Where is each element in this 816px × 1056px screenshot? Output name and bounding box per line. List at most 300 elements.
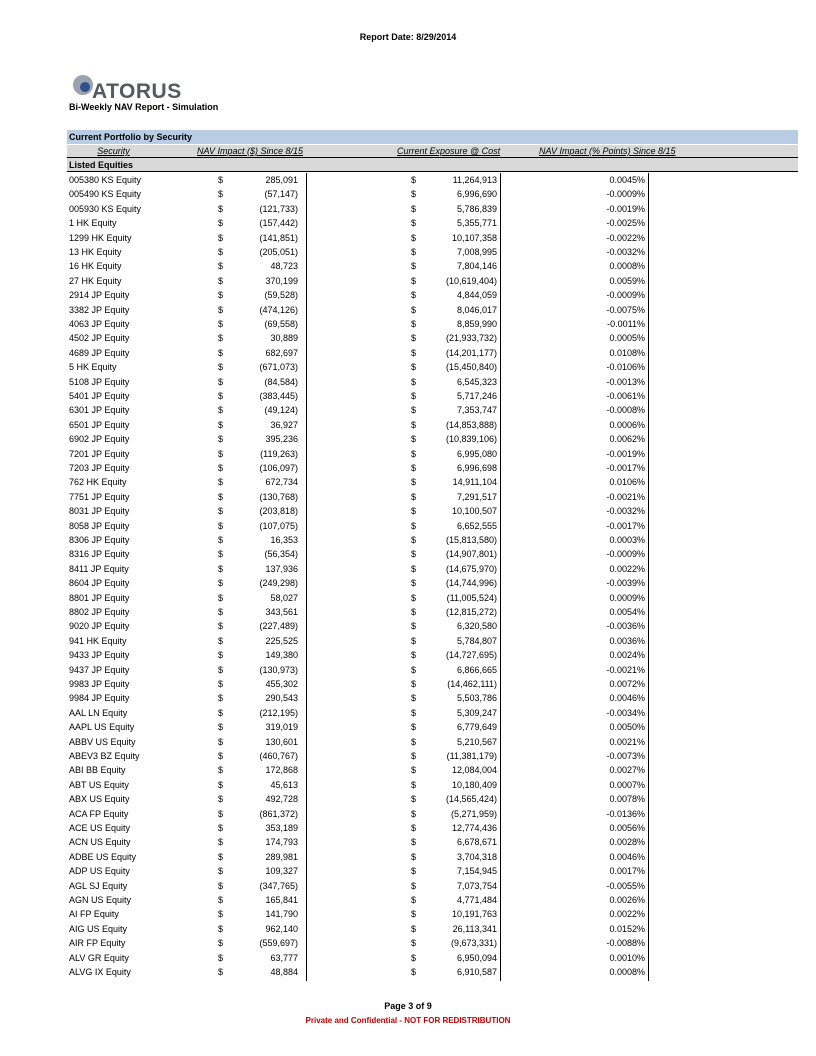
nav-impact-value: (141,851) [259, 232, 298, 243]
nav-impact-value: 225,525 [265, 635, 298, 646]
table-row [0, 677, 816, 691]
table-row [0, 360, 816, 374]
currency-symbol: $ [411, 549, 417, 560]
nav-pct-value: -0.0061% [606, 391, 645, 401]
nav-impact-value: (203,818) [259, 506, 298, 517]
currency-symbol: $ [411, 765, 417, 776]
nav-pct-value: 0.0046% [609, 851, 645, 862]
nav-pct-value: 0.0024% [609, 650, 645, 661]
security-name: ACN US Equity [69, 837, 131, 848]
nav-pct-value: 0.0010% [609, 952, 645, 963]
nav-pct-value: -0.0022% [606, 232, 645, 243]
nav-pct-value: 0.0036% [609, 635, 645, 646]
currency-symbol: $ [218, 261, 224, 272]
currency-symbol: $ [411, 679, 417, 689]
nav-pct-value: -0.0075% [606, 304, 645, 315]
security-name: 9983 JP Equity [69, 679, 130, 689]
currency-symbol: $ [218, 779, 224, 790]
exposure-value: (14,565,424) [445, 794, 497, 805]
nav-pct-value: -0.0025% [606, 218, 645, 229]
currency-symbol: $ [218, 823, 224, 833]
currency-symbol: $ [411, 823, 417, 833]
exposure-value: (14,727,695) [445, 650, 497, 661]
nav-impact-value: 45,613 [270, 779, 298, 790]
nav-pct-value: 0.0007% [609, 779, 645, 790]
security-name: 8604 JP Equity [69, 578, 130, 589]
currency-symbol: $ [411, 434, 417, 445]
nav-impact-value: 137,936 [265, 563, 298, 574]
security-name: 4689 JP Equity [69, 347, 130, 358]
currency-symbol: $ [411, 736, 417, 747]
nav-impact-value: (130,973) [259, 664, 298, 675]
nav-pct-value: 0.0045% [609, 175, 645, 185]
currency-symbol: $ [218, 175, 224, 185]
currency-symbol: $ [218, 405, 224, 416]
currency-symbol: $ [218, 535, 224, 545]
nav-impact-value: (59,528) [264, 290, 298, 301]
col-header-nav-impact: NAV Impact ($) Since 8/15 [197, 146, 304, 156]
security-name: ABT US Equity [69, 779, 129, 790]
exposure-value: 5,784,807 [456, 635, 497, 646]
column-divider [500, 173, 501, 981]
currency-symbol: $ [411, 491, 417, 502]
table-row [0, 187, 816, 201]
currency-symbol: $ [411, 938, 417, 949]
nav-pct-value: 0.0008% [609, 261, 645, 272]
currency-symbol: $ [218, 347, 224, 358]
currency-symbol: $ [218, 232, 224, 243]
currency-symbol: $ [218, 549, 224, 560]
exposure-value: (14,462,111) [447, 679, 497, 689]
table-row [0, 879, 816, 893]
nav-pct-value: 0.0003% [609, 535, 645, 545]
currency-symbol: $ [218, 794, 224, 805]
nav-pct-value: 0.0009% [609, 592, 645, 603]
nav-impact-value: 63,777 [270, 952, 298, 963]
nav-pct-value: -0.0019% [606, 203, 645, 214]
nav-pct-value: -0.0009% [606, 189, 645, 200]
currency-symbol: $ [411, 405, 417, 416]
security-name: 4063 JP Equity [69, 319, 130, 329]
currency-symbol: $ [411, 319, 417, 329]
currency-symbol: $ [218, 837, 224, 848]
exposure-value: 6,910,587 [456, 967, 497, 977]
security-name: ABBV US Equity [69, 736, 136, 747]
exposure-value: 8,046,017 [456, 304, 497, 315]
exposure-value: (14,907,801) [445, 549, 497, 560]
currency-symbol: $ [218, 203, 224, 214]
currency-symbol: $ [411, 175, 417, 185]
security-name: ACA FP Equity [69, 808, 129, 819]
table-row [0, 346, 816, 360]
nav-impact-value: 30,889 [270, 333, 298, 344]
table-row [0, 735, 816, 749]
table-row [0, 375, 816, 389]
nav-impact-value: 395,236 [265, 434, 298, 445]
table-row [0, 173, 816, 187]
exposure-value: 5,309,247 [456, 707, 497, 718]
currency-symbol: $ [411, 362, 417, 373]
nav-pct-value: 0.0072% [609, 679, 645, 689]
security-name: 8802 JP Equity [69, 607, 130, 617]
currency-symbol: $ [218, 923, 224, 934]
nav-impact-value: 165,841 [265, 895, 298, 905]
currency-symbol: $ [411, 707, 417, 718]
nav-pct-value: -0.0032% [606, 506, 645, 517]
nav-impact-value: (671,073) [259, 362, 298, 373]
security-name: 16 HK Equity [69, 261, 122, 272]
security-name: 1 HK Equity [69, 218, 117, 229]
exposure-value: (14,744,996) [445, 578, 497, 589]
table-row [0, 821, 816, 835]
exposure-value: 7,008,995 [456, 247, 497, 257]
col-header-exposure: Current Exposure @ Cost [397, 146, 501, 156]
security-name: AI FP Equity [69, 909, 119, 920]
currency-symbol: $ [411, 751, 417, 761]
nav-pct-value: 0.0022% [609, 563, 645, 574]
exposure-value: (10,839,106) [445, 434, 497, 445]
nav-impact-value: (460,767) [259, 751, 298, 761]
currency-symbol: $ [218, 707, 224, 718]
nav-impact-value: 58,027 [270, 592, 298, 603]
nav-impact-value: (227,489) [259, 621, 298, 632]
security-name: 8031 JP Equity [69, 506, 130, 517]
exposure-value: (14,675,970) [445, 563, 497, 574]
nav-impact-value: 343,561 [265, 607, 298, 617]
nav-impact-value: (861,372) [259, 808, 298, 819]
currency-symbol: $ [218, 592, 224, 603]
security-name: ADBE US Equity [69, 851, 137, 862]
currency-symbol: $ [411, 391, 417, 401]
currency-symbol: $ [218, 765, 224, 776]
currency-symbol: $ [411, 607, 417, 617]
nav-impact-value: (474,126) [259, 304, 298, 315]
security-name: AAPL US Equity [69, 722, 135, 733]
table-row [0, 634, 816, 648]
nav-impact-value: (205,051) [259, 247, 298, 257]
security-name: ALV GR Equity [69, 952, 129, 963]
nav-impact-value: 672,734 [265, 477, 298, 488]
currency-symbol: $ [411, 621, 417, 632]
nav-impact-value: 48,884 [270, 967, 298, 977]
currency-symbol: $ [218, 693, 224, 704]
exposure-value: 3,704,318 [456, 851, 497, 862]
currency-symbol: $ [218, 189, 224, 200]
nav-impact-value: 289,981 [265, 851, 298, 862]
security-name: 762 HK Equity [69, 477, 127, 488]
exposure-value: 10,191,763 [451, 909, 497, 920]
nav-impact-value: (157,442) [259, 218, 298, 229]
table-row [0, 691, 816, 705]
security-name: 8058 JP Equity [69, 520, 130, 531]
nav-impact-value: (559,697) [259, 938, 298, 949]
nav-pct-value: -0.0017% [606, 520, 645, 531]
nav-pct-value: -0.0009% [606, 549, 645, 560]
nav-impact-value: (107,075) [259, 520, 298, 531]
exposure-value: (15,450,840) [445, 362, 497, 373]
group-header: Listed Equities [67, 158, 798, 172]
exposure-value: 5,503,786 [456, 693, 497, 704]
nav-impact-value: 319,019 [265, 722, 298, 733]
currency-symbol: $ [411, 578, 417, 589]
security-name: AIR FP Equity [69, 938, 126, 949]
nav-pct-value: -0.0019% [606, 448, 645, 459]
security-name: 5108 JP Equity [69, 376, 130, 387]
table-row [0, 331, 816, 345]
table-row [0, 850, 816, 864]
currency-symbol: $ [411, 664, 417, 675]
nav-pct-value: -0.0136% [606, 808, 645, 819]
table-row [0, 418, 816, 432]
currency-symbol: $ [218, 391, 224, 401]
exposure-value: (11,005,524) [446, 592, 497, 603]
currency-symbol: $ [218, 751, 224, 761]
exposure-value: (9,673,331) [450, 938, 497, 949]
nav-impact-value: (212,195) [259, 707, 298, 718]
currency-symbol: $ [411, 203, 417, 214]
currency-symbol: $ [411, 808, 417, 819]
security-name: 5 HK Equity [69, 362, 117, 373]
currency-symbol: $ [411, 880, 417, 891]
nav-impact-value: 174,793 [265, 837, 298, 848]
security-name: ABI BB Equity [69, 765, 126, 776]
nav-pct-value: 0.0006% [609, 419, 645, 430]
nav-pct-value: 0.0021% [609, 736, 645, 747]
nav-impact-value: 290,543 [265, 693, 298, 704]
nav-impact-value: 353,189 [265, 823, 298, 833]
currency-symbol: $ [218, 967, 224, 977]
table-row [0, 562, 816, 576]
table-row [0, 259, 816, 273]
nav-pct-value: 0.0022% [609, 909, 645, 920]
currency-symbol: $ [411, 592, 417, 603]
security-name: 2914 JP Equity [69, 290, 130, 301]
currency-symbol: $ [218, 851, 224, 862]
security-name: ACE US Equity [69, 823, 131, 833]
table-row [0, 720, 816, 734]
nav-pct-value: 0.0108% [609, 347, 645, 358]
table-row [0, 663, 816, 677]
nav-pct-value: 0.0017% [609, 866, 645, 877]
currency-symbol: $ [411, 794, 417, 805]
nav-pct-value: 0.0062% [609, 434, 645, 445]
currency-symbol: $ [411, 895, 417, 905]
currency-symbol: $ [411, 290, 417, 301]
nav-pct-value: -0.0032% [606, 247, 645, 257]
nav-pct-value: 0.0046% [609, 693, 645, 704]
nav-impact-value: (69,558) [264, 319, 298, 329]
table-row [0, 965, 816, 979]
security-name: 7751 JP Equity [69, 491, 130, 502]
currency-symbol: $ [218, 650, 224, 661]
security-name: 9437 JP Equity [69, 664, 130, 675]
currency-symbol: $ [411, 275, 417, 286]
currency-symbol: $ [411, 563, 417, 574]
security-name: 7201 JP Equity [69, 448, 130, 459]
exposure-value: 4,771,484 [456, 895, 497, 905]
exposure-value: (15,813,580) [445, 535, 497, 545]
nav-impact-value: 172,868 [265, 765, 298, 776]
exposure-value: 10,107,358 [451, 232, 497, 243]
page-number: Page 3 of 9 [384, 1001, 432, 1011]
table-row [0, 274, 816, 288]
currency-symbol: $ [411, 506, 417, 517]
security-name: 941 HK Equity [69, 635, 127, 646]
security-name: 005930 KS Equity [69, 203, 142, 214]
company-logo [72, 74, 192, 104]
security-name: 6501 JP Equity [69, 419, 130, 430]
security-name: 8801 JP Equity [69, 592, 130, 603]
table-row [0, 245, 816, 259]
logo-mark-icon [72, 74, 94, 96]
nav-impact-value: 109,327 [265, 866, 298, 877]
table-row [0, 835, 816, 849]
nav-pct-value: -0.0039% [606, 578, 645, 589]
currency-symbol: $ [411, 261, 417, 272]
security-name: AAL LN Equity [69, 707, 128, 718]
exposure-value: 6,779,649 [456, 722, 497, 733]
security-name: 4502 JP Equity [69, 333, 130, 344]
currency-symbol: $ [218, 319, 224, 329]
col-header-security: Security [97, 146, 130, 156]
currency-symbol: $ [411, 909, 417, 920]
exposure-value: 8,859,990 [456, 319, 497, 329]
currency-symbol: $ [218, 664, 224, 675]
security-name: 13 HK Equity [69, 247, 122, 257]
nav-pct-value: 0.0059% [609, 275, 645, 286]
table-row [0, 475, 816, 489]
exposure-value: 10,100,507 [451, 506, 497, 517]
nav-pct-value: -0.0055% [606, 880, 645, 891]
table-row [0, 792, 816, 806]
currency-symbol: $ [411, 520, 417, 531]
nav-impact-value: 455,302 [265, 679, 298, 689]
exposure-value: 4,844,059 [456, 290, 497, 301]
currency-symbol: $ [218, 938, 224, 949]
currency-symbol: $ [411, 463, 417, 473]
exposure-value: 6,320,580 [456, 621, 497, 632]
security-name: ABX US Equity [69, 794, 130, 805]
currency-symbol: $ [411, 247, 417, 257]
exposure-value: 5,210,567 [456, 736, 497, 747]
currency-symbol: $ [411, 477, 417, 488]
nav-impact-value: (119,263) [260, 448, 298, 459]
nav-pct-value: -0.0021% [606, 491, 645, 502]
table-row [0, 864, 816, 878]
table-row [0, 591, 816, 605]
security-name: 5401 JP Equity [69, 391, 130, 401]
nav-pct-value: 0.0152% [609, 923, 645, 934]
exposure-value: 7,353,747 [456, 405, 497, 416]
security-name: 9433 JP Equity [69, 650, 130, 661]
security-name: 7203 JP Equity [69, 463, 130, 473]
nav-pct-value: 0.0028% [609, 837, 645, 848]
exposure-value: 7,291,517 [456, 491, 497, 502]
table-row [0, 605, 816, 619]
nav-impact-value: (383,445) [259, 391, 298, 401]
nav-impact-value: 36,927 [270, 419, 298, 430]
nav-pct-value: -0.0009% [606, 290, 645, 301]
exposure-value: 26,113,341 [452, 923, 497, 934]
table-row [0, 619, 816, 633]
logo-text: ATORUS [92, 80, 182, 103]
exposure-value: 10,180,409 [451, 779, 497, 790]
currency-symbol: $ [218, 952, 224, 963]
column-header-row [67, 145, 798, 158]
currency-symbol: $ [218, 635, 224, 646]
currency-symbol: $ [411, 779, 417, 790]
security-name: 005490 KS Equity [69, 189, 142, 200]
exposure-value: 11,264,913 [452, 175, 497, 185]
security-name: ABEV3 BZ Equity [69, 751, 140, 761]
security-name: 9984 JP Equity [69, 693, 130, 704]
nav-impact-value: 962,140 [265, 923, 298, 934]
nav-impact-value: (347,765) [259, 880, 298, 891]
currency-symbol: $ [218, 491, 224, 502]
currency-symbol: $ [218, 362, 224, 373]
exposure-value: (21,933,732) [445, 333, 497, 344]
currency-symbol: $ [218, 448, 224, 459]
currency-symbol: $ [218, 808, 224, 819]
security-name: 27 HK Equity [69, 275, 122, 286]
table-row [0, 490, 816, 504]
currency-symbol: $ [218, 722, 224, 733]
nav-impact-value: 370,199 [265, 275, 298, 286]
nav-impact-value: (49,124) [264, 405, 298, 416]
nav-pct-value: 0.0054% [609, 607, 645, 617]
currency-symbol: $ [218, 621, 224, 632]
exposure-value: (14,201,177) [445, 347, 497, 358]
security-name: AIG US Equity [69, 923, 128, 934]
nav-pct-value: -0.0013% [606, 376, 645, 387]
column-divider [306, 173, 307, 981]
currency-symbol: $ [411, 218, 417, 229]
nav-impact-value: (130,768) [259, 491, 298, 502]
nav-impact-value: (249,298) [259, 578, 298, 589]
nav-pct-value: 0.0056% [609, 823, 645, 833]
security-name: ADP US Equity [69, 866, 130, 877]
security-name: 6301 JP Equity [69, 405, 130, 416]
table-row [0, 202, 816, 216]
exposure-value: 6,996,690 [456, 189, 497, 200]
table-row [0, 288, 816, 302]
table-row [0, 749, 816, 763]
currency-symbol: $ [411, 650, 417, 661]
security-name: 8411 JP Equity [69, 563, 129, 574]
nav-impact-value: 130,601 [265, 736, 298, 747]
table-row [0, 763, 816, 777]
currency-symbol: $ [411, 189, 417, 200]
nav-pct-value: -0.0073% [606, 751, 645, 761]
exposure-value: 6,866,665 [456, 664, 497, 675]
currency-symbol: $ [411, 232, 417, 243]
exposure-value: 7,804,146 [456, 261, 497, 272]
exposure-value: (14,853,888) [445, 419, 497, 430]
nav-impact-value: 149,380 [265, 650, 298, 661]
currency-symbol: $ [411, 333, 417, 344]
currency-symbol: $ [218, 419, 224, 430]
table-row [0, 461, 816, 475]
table-row [0, 231, 816, 245]
security-name: 1299 HK Equity [69, 232, 132, 243]
currency-symbol: $ [218, 275, 224, 286]
nav-pct-value: 0.0078% [609, 794, 645, 805]
table-row [0, 389, 816, 403]
currency-symbol: $ [411, 419, 417, 430]
table-row [0, 706, 816, 720]
table-row [0, 951, 816, 965]
currency-symbol: $ [218, 376, 224, 387]
